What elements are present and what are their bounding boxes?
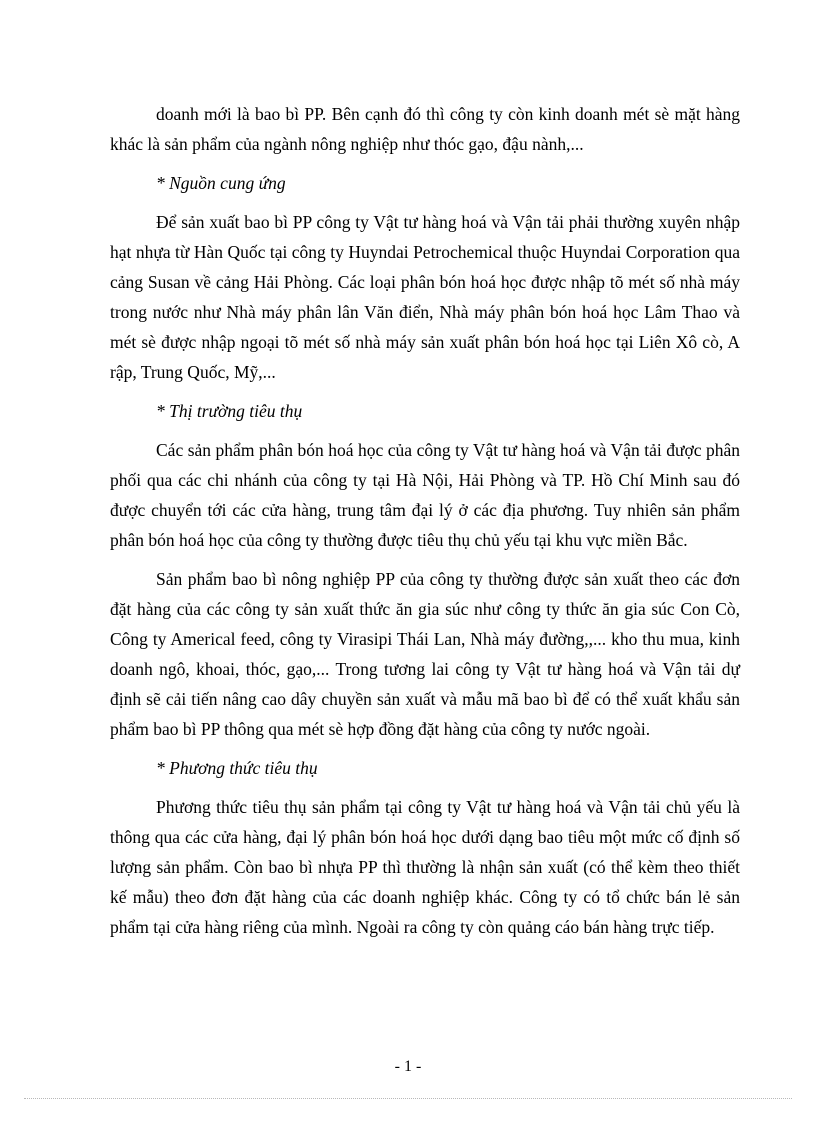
paragraph-gap	[110, 198, 740, 207]
section-heading-market: * Thị trường tiêu thụ	[156, 401, 303, 421]
section-heading-supply: * Nguồn cung ứng	[156, 173, 286, 193]
page-number: - 1 -	[394, 1058, 422, 1075]
paragraph-gap	[110, 159, 740, 168]
paragraph-gap	[110, 387, 740, 396]
paragraph-gap	[110, 426, 740, 435]
paragraph-supply: Để sản xuất bao bì PP công ty Vật tư hàng hoá và Vận tải phải thường xuyên nhập hạt nhựa từ Hàn Quốc tại công ty Huyndai Petrochemical thuộc Huyndai Corporation qua cảng Susan về cảng Hải Phòng. Các loại phân bón hoá học được nhập tõ mét số nhà máy trong nước như Nhà máy phân lân Văn điển, Nhà máy phân bón hoá học Lâm Thao và mét sè được nhập ngoại tõ mét số nhà máy sản xuất phân bón hoá học tại Liên Xô cò, A rập, Trung Quốc, Mỹ,...	[110, 212, 740, 382]
paragraph-continuation: doanh mới là bao bì PP. Bên cạnh đó thì công ty còn kinh doanh mét sè mặt hàng khác là sản phẩm của ngành nông nghiệp như thóc gạo, đậu nành,...	[110, 104, 740, 154]
page-bottom-divider	[24, 1098, 792, 1099]
paragraph-market-packaging: Sản phẩm bao bì nông nghiệp PP của công ty thường được sản xuất theo các đơn đặt hàng của các công ty sản xuất thức ăn gia súc như công ty thức ăn gia súc Con Cò, Công ty Americal feed, công ty Virasipi Thái Lan, Nhà máy đường,,... kho thu mua, kinh doanh ngô, khoai, thóc, gạo,... Trong tương lai công ty Vật tư hàng hoá và Vận tải dự định sẽ cải tiến nâng cao dây chuyền sản xuất và mẫu mã bao bì để có thể xuất khẩu sản phẩm bao bì PP thông qua mét sè hợp đồng đặt hàng của công ty nước ngoài.	[110, 569, 740, 739]
paragraph-gap	[110, 555, 740, 564]
paragraph-gap	[110, 744, 740, 753]
section-heading-sales-method: * Phương thức tiêu thụ	[156, 758, 318, 778]
paragraph-market-fertilizer: Các sản phẩm phân bón hoá học của công ty Vật tư hàng hoá và Vận tải được phân phối qua các chi nhánh của công ty tại Hà Nội, Hải Phòng và TP. Hồ Chí Minh sau đó được chuyển tới các cửa hàng, trung tâm đại lý ở các địa phương. Tuy nhiên sản phẩm phân bón hoá học của công ty thường được tiêu thụ chủ yếu tại khu vực miền Bắc.	[110, 440, 740, 550]
document-body	[110, 99, 740, 942]
paragraph-sales-method: Phương thức tiêu thụ sản phẩm tại công ty Vật tư hàng hoá và Vận tải chủ yếu là thông qua các cửa hàng, đại lý phân bón hoá học dưới dạng bao tiêu một mức cố định số lượng sản phẩm. Còn bao bì nhựa PP thì thường là nhận sản xuất (có thể kèm theo thiết kế mẫu) theo đơn đặt hàng của các doanh nghiệp khác. Công ty có tổ chức bán lẻ sản phẩm tại cửa hàng riêng của mình. Ngoài ra công ty còn quảng cáo bán hàng trực tiếp.	[110, 797, 740, 937]
paragraph-gap	[110, 783, 740, 792]
